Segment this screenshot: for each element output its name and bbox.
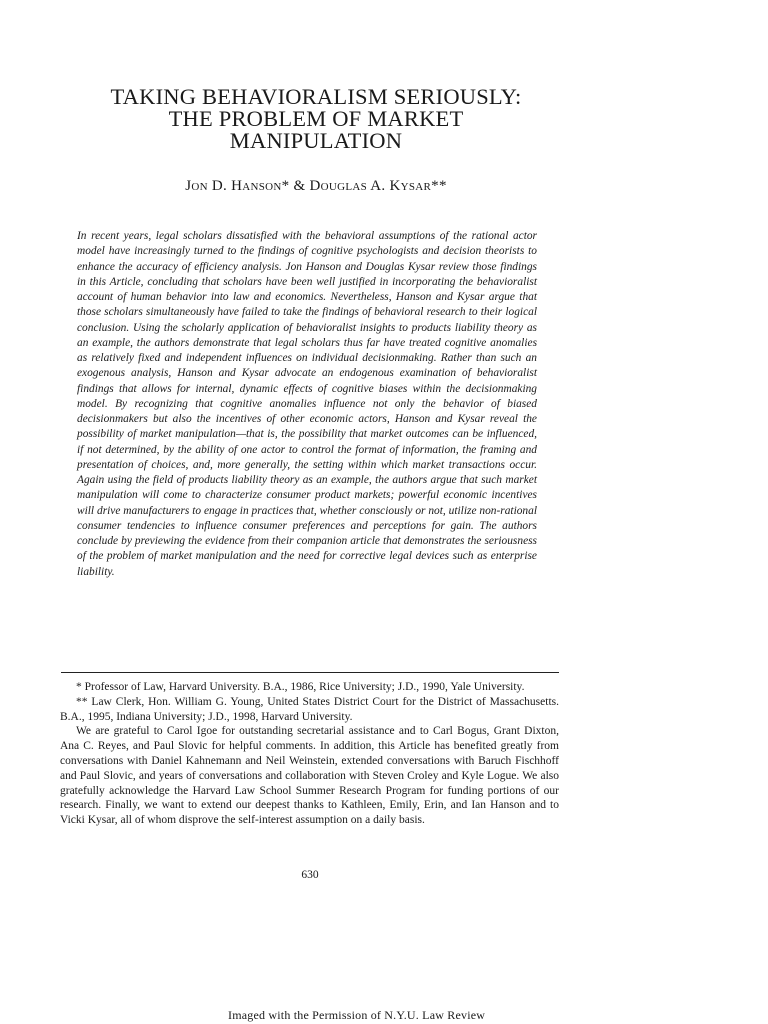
title-line-1: TAKING BEHAVIORALISM SERIOUSLY: [110, 84, 522, 109]
footnote-acknowledgments: We are grateful to Carol Igoe for outstanding secretarial assistance and to Carl Bogus, Grant Dixton, Ana C. Reyes, and Paul Slovic for helpful comments. In addition, this Article has benefited greatly from conversations with Daniel Kahnemann and Neil Weinstein, extended conversations with Baruch Fischhoff and Paul Slovic, and years of conversations and collaboration with Steven Croley and Kyle Logue. We also gratefully acknowledge the Harvard Law School Summer Research Program for funding portions of our research. Finally, we want to extend our deepest thanks to Kathleen, Emily, Erin, and Ian Hanson and to Vicki Kysar, all of whom disprove the self-interest assumption on a daily basis. [60, 725, 559, 827]
abstract: In recent years, legal scholars dissatisfied with the behavioral assumptions of the rational actor model have increasingly turned to the findings of cognitive psychologists and decision theorists to enhance the accuracy of efficiency analysis. Jon Hanson and Douglas Kysar review those findings in this Article, concluding that scholars have been well justified in incorporating the behavioralist account of human behavior into law and economics. Nevertheless, Hanson and Kysar argue that those scholars simultaneously have failed to take the findings of behavioral research to their logical conclusion. Using the scholarly application of behavioralist insights to products liability theory as an example, the authors demonstrate that legal scholars thus far have treated cognitive anomalies as relatively fixed and independent influences on individual decisionmaking. Rather than such an exogenous analysis, Hanson and Kysar advocate an endogenous examination of behavioralist findings that allows for internal, dynamic effects of cognitive biases within the decisionmaking model. By recognizing that cognitive anomalies influence not only the behavior of biased decisionmakers but also the incentives of other economic actors, Hanson and Kysar reveal the possibility of market manipulation—that is, the possibility that market outcomes can be influenced, if not determined, by the ability of one actor to control the format of information, the framing and presentation of choices, and, more generally, the setting within which market transactions occur. Again using the field of products liability theory as an example, the authors argue that such market manipulation will come to characterize consumer product markets; powerful economic incentives will drive manufacturers to engage in practices that, whether consciously or not, utilize non-rational consumer tendencies to influence consumer preferences and perceptions for gain. The authors conclude by previewing the evidence from their companion article that demonstrates the seriousness of the problem of market manipulation and the need for corrective legal devices such as enterprise liability. [77, 230, 537, 578]
author-byline: Jon D. Hanson* & Douglas A. Kysar** [185, 178, 447, 194]
footnote-author-1: * Professor of Law, Harvard University. B.A., 1986, Rice University; J.D., 1990, Yale University. [76, 681, 525, 693]
footnotes [60, 680, 559, 828]
permission-notice: Imaged with the Permission of N.Y.U. Law Review [228, 1008, 486, 1022]
page-number: 630 [301, 869, 319, 881]
footnote-divider [61, 672, 559, 673]
title-line-3: MANIPULATION [229, 128, 403, 153]
article-title [60, 86, 572, 152]
footnote-author-2: ** Law Clerk, Hon. William G. Young, United States District Court for the District of Massachusetts. B.A., 1995, Indiana University; J.D., 1998, Harvard University. [60, 695, 559, 723]
title-line-2: THE PROBLEM OF MARKET [168, 106, 464, 131]
